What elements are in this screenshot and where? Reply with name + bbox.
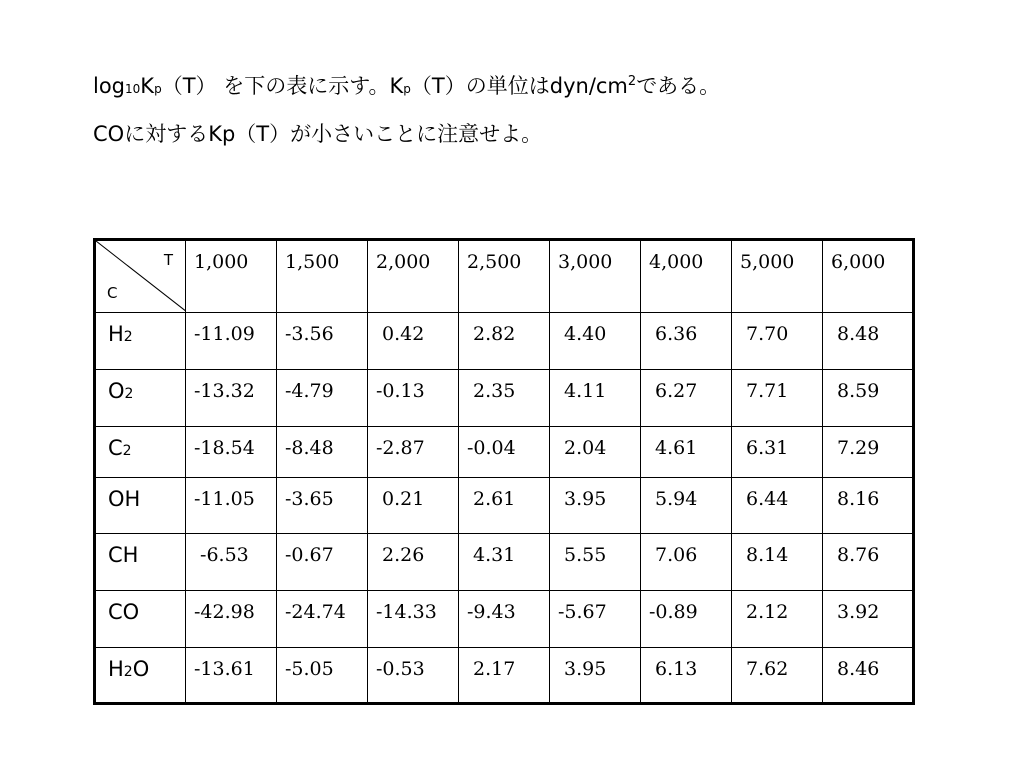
kp-value-cell: -42.98 bbox=[186, 591, 277, 648]
table-row bbox=[95, 427, 914, 478]
kp-value-cell: 0.42 bbox=[368, 313, 459, 370]
species-label bbox=[95, 427, 186, 478]
kp-value-cell: -13.61 bbox=[186, 648, 277, 704]
kp-value-cell: 6.13 bbox=[641, 648, 732, 704]
species-subscript: 2 bbox=[122, 443, 132, 459]
kp-value-cell: -3.65 bbox=[277, 478, 368, 534]
kp-table bbox=[93, 238, 915, 705]
kp-value-cell: -6.53 bbox=[186, 534, 277, 591]
kp-value-cell: 2.35 bbox=[459, 370, 550, 427]
caption-k-subscript-2: p bbox=[403, 82, 411, 96]
caption-k-subscript: p bbox=[154, 82, 162, 96]
kp-value-cell: -0.53 bbox=[368, 648, 459, 704]
kp-value-cell: 4.40 bbox=[550, 313, 641, 370]
temperature-header: 2,500 bbox=[459, 240, 550, 313]
kp-value-cell: 6.27 bbox=[641, 370, 732, 427]
corner-cell bbox=[95, 240, 186, 313]
kp-value-cell: 4.11 bbox=[550, 370, 641, 427]
kp-value-cell: -14.33 bbox=[368, 591, 459, 648]
kp-value-cell: 4.61 bbox=[641, 427, 732, 478]
kp-value-cell: -0.04 bbox=[459, 427, 550, 478]
kp-value-cell: 4.31 bbox=[459, 534, 550, 591]
species-symbol: CH bbox=[108, 543, 139, 567]
species-label bbox=[95, 478, 186, 534]
kp-value-cell: 6.31 bbox=[732, 427, 823, 478]
species-subscript: 2 bbox=[123, 664, 133, 680]
species-symbol: O bbox=[108, 379, 125, 403]
temperature-header: 4,000 bbox=[641, 240, 732, 313]
temperature-header: 5,000 bbox=[732, 240, 823, 313]
caption-unit-exponent: 2 bbox=[627, 74, 637, 89]
caption-text-a: （T） を下の表に示す。K bbox=[161, 74, 404, 98]
kp-value-cell: -8.48 bbox=[277, 427, 368, 478]
species-label bbox=[95, 648, 186, 704]
species-label bbox=[95, 591, 186, 648]
kp-value-cell: 7.71 bbox=[732, 370, 823, 427]
species-label bbox=[95, 370, 186, 427]
kp-value-cell: 8.16 bbox=[823, 478, 914, 534]
temperature-header: 2,000 bbox=[368, 240, 459, 313]
temperature-header: 1,500 bbox=[277, 240, 368, 313]
kp-value-cell: 8.48 bbox=[823, 313, 914, 370]
kp-value-cell: 2.82 bbox=[459, 313, 550, 370]
species-symbol: H bbox=[108, 657, 124, 681]
kp-value-cell: 7.06 bbox=[641, 534, 732, 591]
kp-value-cell: 5.94 bbox=[641, 478, 732, 534]
corner-label-t: T bbox=[163, 251, 173, 269]
kp-value-cell: -24.74 bbox=[277, 591, 368, 648]
kp-value-cell: 3.92 bbox=[823, 591, 914, 648]
table-row bbox=[95, 591, 914, 648]
caption-line-2: COに対するKp（T）が小さいことに注意せよ。 bbox=[93, 122, 543, 146]
table-row bbox=[95, 648, 914, 704]
kp-value-cell: -3.56 bbox=[277, 313, 368, 370]
caption-k: K bbox=[140, 74, 155, 98]
species-subscript: 2 bbox=[123, 329, 133, 345]
table-row bbox=[95, 534, 914, 591]
kp-value-cell: 2.04 bbox=[550, 427, 641, 478]
kp-value-cell: 6.36 bbox=[641, 313, 732, 370]
table-row bbox=[95, 313, 914, 370]
kp-value-cell: 8.59 bbox=[823, 370, 914, 427]
species-symbol: OH bbox=[108, 487, 141, 511]
kp-value-cell: 2.26 bbox=[368, 534, 459, 591]
kp-value-cell: 0.21 bbox=[368, 478, 459, 534]
kp-value-cell: 7.70 bbox=[732, 313, 823, 370]
caption-line-1 bbox=[93, 72, 720, 103]
species-symbol: CO bbox=[108, 600, 140, 624]
caption-text-c: である。 bbox=[636, 74, 721, 98]
species-subscript: 2 bbox=[124, 386, 134, 402]
kp-value-cell: -18.54 bbox=[186, 427, 277, 478]
kp-value-cell: 8.46 bbox=[823, 648, 914, 704]
kp-value-cell: -0.67 bbox=[277, 534, 368, 591]
kp-value-cell: 7.62 bbox=[732, 648, 823, 704]
header-row bbox=[95, 240, 914, 313]
table-row bbox=[95, 370, 914, 427]
kp-value-cell: 6.44 bbox=[732, 478, 823, 534]
kp-value-cell: -0.13 bbox=[368, 370, 459, 427]
table-row bbox=[95, 478, 914, 534]
species-symbol: H bbox=[108, 322, 124, 346]
kp-value-cell: 3.95 bbox=[550, 478, 641, 534]
caption-log: log bbox=[93, 74, 126, 98]
species-suffix: O bbox=[132, 657, 150, 681]
kp-value-cell: -11.09 bbox=[186, 313, 277, 370]
kp-value-cell: -9.43 bbox=[459, 591, 550, 648]
temperature-header: 3,000 bbox=[550, 240, 641, 313]
species-symbol: C bbox=[108, 436, 123, 460]
kp-value-cell: 7.29 bbox=[823, 427, 914, 478]
kp-value-cell: -5.67 bbox=[550, 591, 641, 648]
temperature-header: 1,000 bbox=[186, 240, 277, 313]
kp-value-cell: 8.14 bbox=[732, 534, 823, 591]
corner-label-c: C bbox=[107, 284, 118, 302]
caption-text-b: （T）の単位はdyn/cm bbox=[410, 74, 628, 98]
kp-value-cell: 3.95 bbox=[550, 648, 641, 704]
kp-value-cell: 2.12 bbox=[732, 591, 823, 648]
species-label bbox=[95, 534, 186, 591]
kp-value-cell: 5.55 bbox=[550, 534, 641, 591]
kp-value-cell: -13.32 bbox=[186, 370, 277, 427]
caption-log-base: 10 bbox=[125, 82, 141, 96]
kp-value-cell: 8.76 bbox=[823, 534, 914, 591]
kp-value-cell: -2.87 bbox=[368, 427, 459, 478]
kp-value-cell: -4.79 bbox=[277, 370, 368, 427]
kp-value-cell: -5.05 bbox=[277, 648, 368, 704]
temperature-header: 6,000 bbox=[823, 240, 914, 313]
kp-value-cell: 2.61 bbox=[459, 478, 550, 534]
species-label bbox=[95, 313, 186, 370]
kp-value-cell: -0.89 bbox=[641, 591, 732, 648]
kp-value-cell: 2.17 bbox=[459, 648, 550, 704]
kp-value-cell: -11.05 bbox=[186, 478, 277, 534]
